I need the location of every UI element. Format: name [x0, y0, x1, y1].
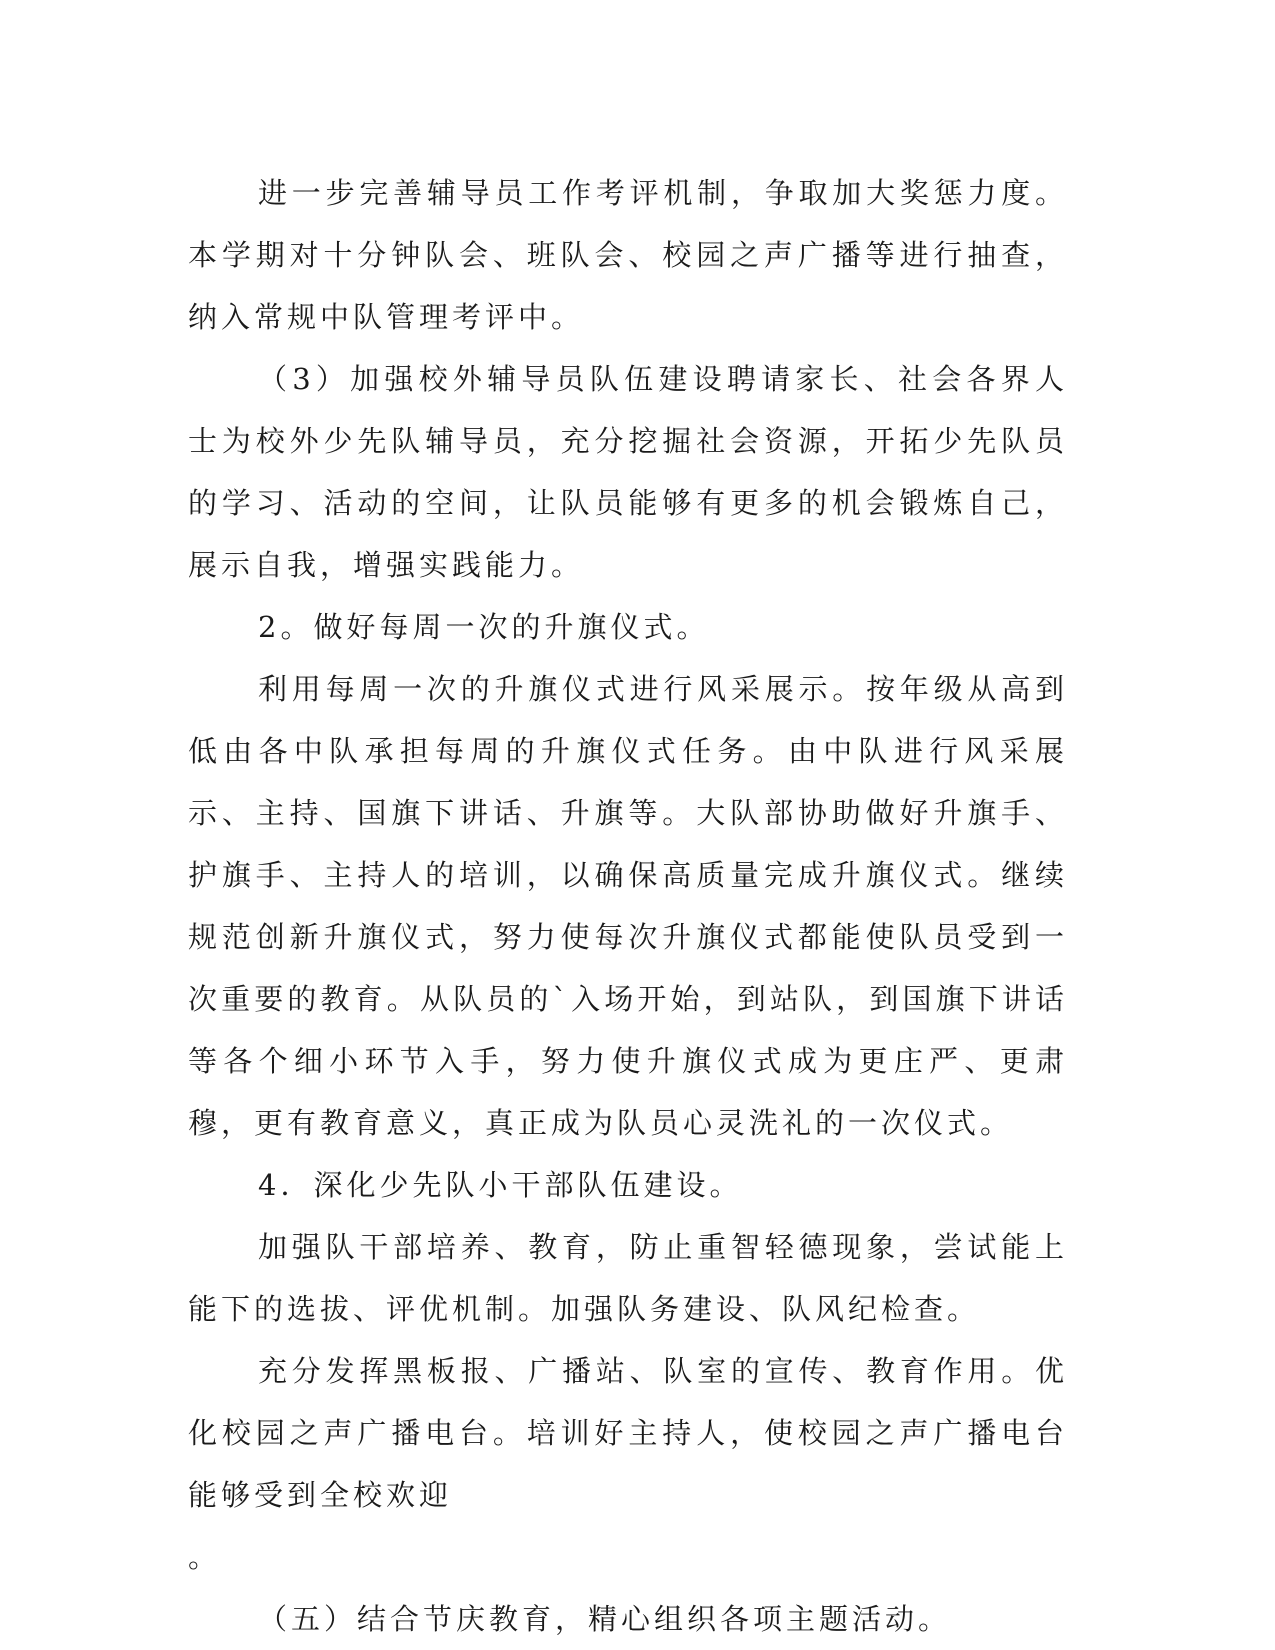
- heading-cadre-building: 4．深化少先队小干部队伍建设。: [258, 1168, 743, 1202]
- paragraph-cadre-training: 加强队干部培养、教育，防止重智轻德现象，尝试能上能下的选拔、评优机制。加强队务建设、队风纪检查。: [188, 1230, 1068, 1326]
- paragraph-flag-ceremony: 利用每周一次的升旗仪式进行风采展示。按年级从高到低由各中队承担每周的升旗仪式任务。由中队进行风采展示、主持、国旗下讲话、升旗等。大队部协助做好升旗手、护旗手、主持人的培训，以确保高质量完成升旗仪式。继续规范创新升旗仪式，努力使每次升旗仪式都能使队员受到一次重要的教育。从队员的`入场开始，到站队，到国旗下讲话等各个细小环节入手，努力使升旗仪式成为更庄严、更肃穆，更有教育意义，真正成为队员心灵洗礼的一次仪式。: [188, 672, 1068, 1140]
- heading-festival-activities: （五）结合节庆教育，精心组织各项主题活动。: [258, 1602, 952, 1636]
- document-body: [188, 162, 1068, 1650]
- heading-flag-ceremony: 2。做好每周一次的升旗仪式。: [258, 610, 710, 644]
- paragraph-propaganda: 充分发挥黑板报、广播站、队室的宣传、教育作用。优化校园之声广播电台。培训好主持人，使校园之声广播电台能够受到全校欢迎: [188, 1354, 1068, 1512]
- paragraph-orphan-period: 。: [188, 1540, 222, 1574]
- paragraph-counselor-evaluation: 进一步完善辅导员工作考评机制，争取加大奖惩力度。本学期对十分钟队会、班队会、校园之声广播等进行抽查，纳入常规中队管理考评中。: [188, 176, 1068, 334]
- paragraph-external-counselors: （3）加强校外辅导员队伍建设聘请家长、社会各界人士为校外少先队辅导员，充分挖掘社会资源，开拓少先队员的学习、活动的空间，让队员能够有更多的机会锻炼自己，展示自我，增强实践能力。: [188, 362, 1068, 582]
